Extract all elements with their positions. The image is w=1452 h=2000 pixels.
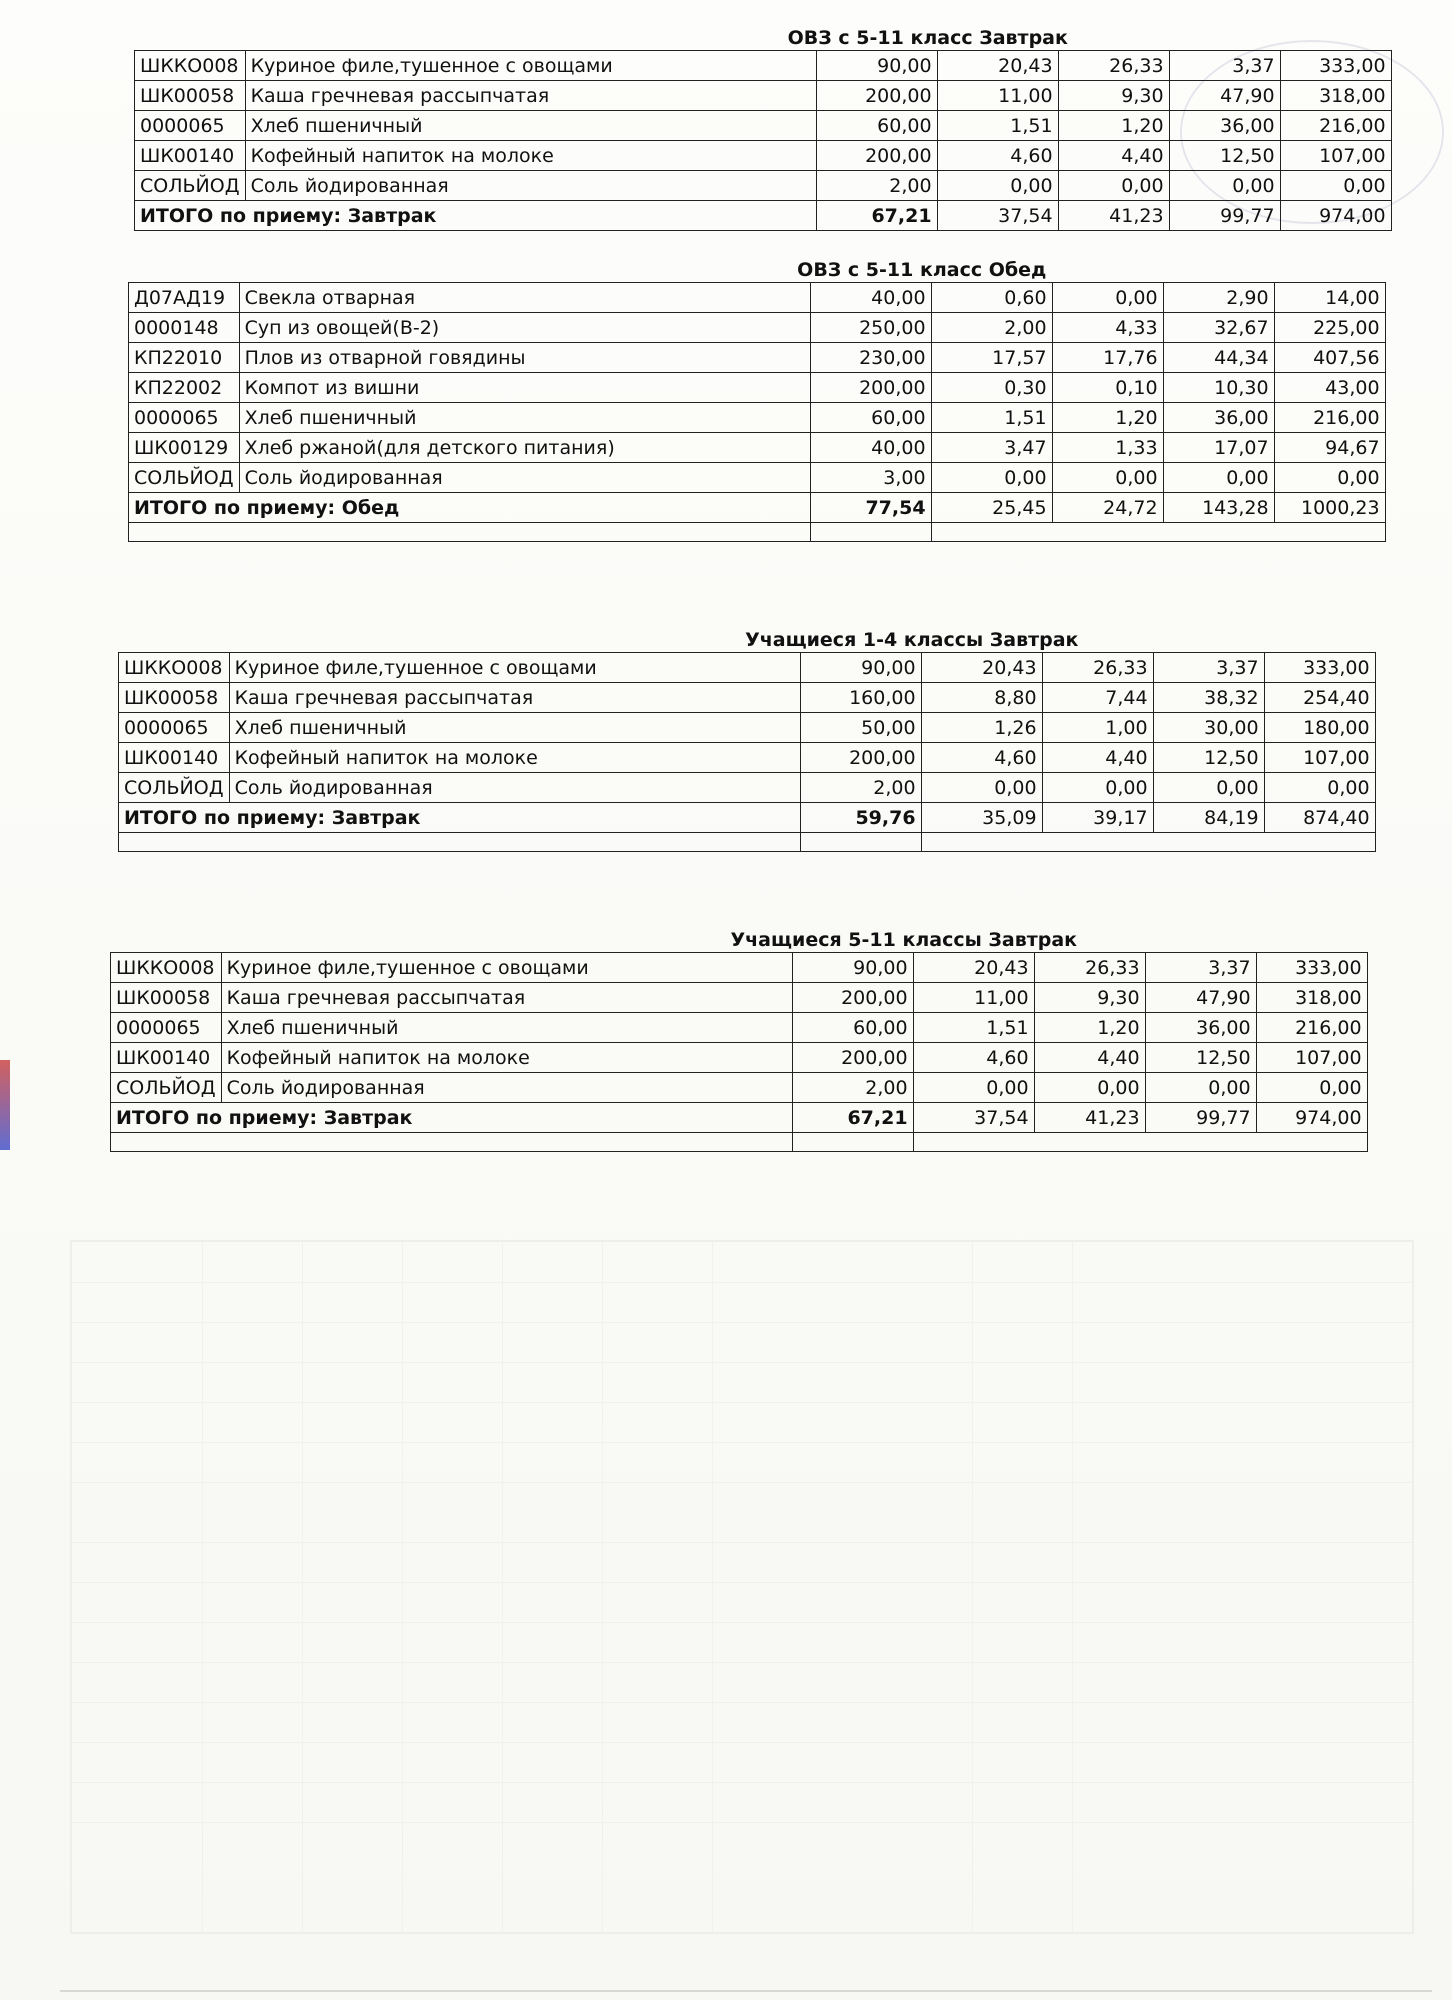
total-row: [119, 803, 1376, 833]
item-protein: 20,43: [937, 51, 1058, 81]
item-fat: 0,10: [1052, 373, 1163, 403]
item-protein: 11,00: [913, 983, 1034, 1013]
item-fat: 26,33: [1042, 653, 1153, 683]
item-name: Суп из овощей(В-2): [239, 313, 810, 343]
item-energy: 94,67: [1274, 433, 1385, 463]
table-row: [135, 51, 1392, 81]
item-energy: 333,00: [1264, 653, 1375, 683]
item-protein: 4,60: [913, 1043, 1034, 1073]
section-ovz-breakfast: [134, 26, 1392, 231]
total-protein: 37,54: [937, 201, 1058, 231]
table-row: [129, 343, 1386, 373]
spacer-row: [129, 523, 1386, 542]
table-row: [129, 433, 1386, 463]
item-mass: 200,00: [800, 743, 921, 773]
item-energy: 107,00: [1280, 141, 1391, 171]
item-code: КП22002: [129, 373, 240, 403]
item-protein: 4,60: [921, 743, 1042, 773]
item-protein: 8,80: [921, 683, 1042, 713]
item-protein: 1,51: [931, 403, 1052, 433]
item-code: ШК00140: [119, 743, 230, 773]
total-label: ИТОГО по приему: Завтрак: [119, 803, 801, 833]
item-code: КП22010: [129, 343, 240, 373]
item-name: Хлеб пшеничный: [229, 713, 800, 743]
item-protein: 1,51: [913, 1013, 1034, 1043]
total-protein: 37,54: [913, 1103, 1034, 1133]
item-protein: 0,60: [931, 283, 1052, 313]
spacer-cell: [129, 523, 811, 542]
section-title: ОВЗ с 5-11 класс Завтрак: [787, 27, 1068, 49]
item-mass: 60,00: [816, 111, 937, 141]
item-name: Куриное филе,тушенное с овощами: [229, 653, 800, 683]
table-row: [129, 313, 1386, 343]
item-fat: 1,20: [1052, 403, 1163, 433]
total-energy: 974,00: [1256, 1103, 1367, 1133]
item-mass: 250,00: [810, 313, 931, 343]
spacer-cell: [921, 833, 1375, 852]
bleed-through-table: [70, 1240, 1414, 1934]
item-code: ШК00129: [129, 433, 240, 463]
menu-table: [110, 952, 1368, 1152]
item-protein: 2,00: [931, 313, 1052, 343]
item-fat: 9,30: [1034, 983, 1145, 1013]
total-mass: 59,76: [800, 803, 921, 833]
item-energy: 318,00: [1280, 81, 1391, 111]
total-carbs: 84,19: [1153, 803, 1264, 833]
item-name: Хлеб пшеничный: [239, 403, 810, 433]
item-mass: 90,00: [800, 653, 921, 683]
item-carbs: 30,00: [1153, 713, 1264, 743]
item-name: Куриное филе,тушенное с овощами: [221, 953, 792, 983]
item-fat: 26,33: [1058, 51, 1169, 81]
item-protein: 0,00: [931, 463, 1052, 493]
table-row: [119, 653, 1376, 683]
item-carbs: 0,00: [1169, 171, 1280, 201]
item-fat: 0,00: [1042, 773, 1153, 803]
item-name: Кофейный напиток на молоке: [245, 141, 816, 171]
item-mass: 200,00: [810, 373, 931, 403]
item-mass: 60,00: [810, 403, 931, 433]
item-code: ШК00058: [111, 983, 222, 1013]
table-row: [111, 1043, 1368, 1073]
total-protein: 25,45: [931, 493, 1052, 523]
table-row: [119, 683, 1376, 713]
item-protein: 20,43: [913, 953, 1034, 983]
item-name: Каша гречневая рассыпчатая: [221, 983, 792, 1013]
item-code: СОЛЬЙОД: [119, 773, 230, 803]
item-mass: 230,00: [810, 343, 931, 373]
table-row: [135, 171, 1392, 201]
item-name: Соль йодированная: [221, 1073, 792, 1103]
item-fat: 4,40: [1042, 743, 1153, 773]
item-energy: 107,00: [1264, 743, 1375, 773]
item-carbs: 44,34: [1163, 343, 1274, 373]
item-code: ШК00058: [119, 683, 230, 713]
section-title: ОВЗ с 5-11 класс Обед: [797, 259, 1047, 281]
item-fat: 9,30: [1058, 81, 1169, 111]
item-protein: 0,30: [931, 373, 1052, 403]
item-carbs: 0,00: [1153, 773, 1264, 803]
table-row: [111, 953, 1368, 983]
item-code: 0000065: [111, 1013, 222, 1043]
item-mass: 3,00: [810, 463, 931, 493]
item-fat: 4,33: [1052, 313, 1163, 343]
item-code: ШК00058: [135, 81, 246, 111]
item-fat: 0,00: [1058, 171, 1169, 201]
item-fat: 17,76: [1052, 343, 1163, 373]
table-row: [129, 403, 1386, 433]
item-code: Д07АД19: [129, 283, 240, 313]
total-protein: 35,09: [921, 803, 1042, 833]
total-carbs: 99,77: [1145, 1103, 1256, 1133]
item-energy: 43,00: [1274, 373, 1385, 403]
item-name: Кофейный напиток на молоке: [229, 743, 800, 773]
item-name: Соль йодированная: [229, 773, 800, 803]
item-fat: 1,20: [1034, 1013, 1145, 1043]
menu-table: [134, 50, 1392, 231]
item-carbs: 36,00: [1145, 1013, 1256, 1043]
item-code: 0000065: [119, 713, 230, 743]
item-fat: 4,40: [1058, 141, 1169, 171]
item-protein: 0,00: [937, 171, 1058, 201]
item-protein: 0,00: [921, 773, 1042, 803]
item-code: СОЛЬЙОД: [135, 171, 246, 201]
item-mass: 2,00: [800, 773, 921, 803]
item-mass: 2,00: [816, 171, 937, 201]
item-carbs: 2,90: [1163, 283, 1274, 313]
item-name: Кофейный напиток на молоке: [221, 1043, 792, 1073]
spacer-row: [111, 1133, 1368, 1152]
item-code: СОЛЬЙОД: [111, 1073, 222, 1103]
item-mass: 60,00: [792, 1013, 913, 1043]
item-energy: 107,00: [1256, 1043, 1367, 1073]
item-name: Куриное филе,тушенное с овощами: [245, 51, 816, 81]
item-name: Свекла отварная: [239, 283, 810, 313]
item-energy: 216,00: [1256, 1013, 1367, 1043]
scan-edge-mark: [0, 1060, 10, 1150]
total-label: ИТОГО по приему: Обед: [129, 493, 811, 523]
total-mass: 67,21: [792, 1103, 913, 1133]
item-carbs: 12,50: [1153, 743, 1264, 773]
item-protein: 11,00: [937, 81, 1058, 111]
item-mass: 160,00: [800, 683, 921, 713]
item-mass: 200,00: [792, 1043, 913, 1073]
item-carbs: 36,00: [1169, 111, 1280, 141]
menu-table: [128, 282, 1386, 542]
item-energy: 318,00: [1256, 983, 1367, 1013]
item-carbs: 3,37: [1169, 51, 1280, 81]
item-energy: 0,00: [1256, 1073, 1367, 1103]
item-fat: 1,20: [1058, 111, 1169, 141]
total-row: [129, 493, 1386, 523]
item-carbs: 47,90: [1145, 983, 1256, 1013]
total-row: [135, 201, 1392, 231]
item-carbs: 12,50: [1169, 141, 1280, 171]
table-row: [129, 463, 1386, 493]
item-fat: 0,00: [1052, 463, 1163, 493]
total-fat: 24,72: [1052, 493, 1163, 523]
spacer-cell: [792, 1133, 913, 1152]
section-grades-1-4-breakfast: [118, 628, 1376, 852]
item-mass: 200,00: [816, 141, 937, 171]
item-carbs: 32,67: [1163, 313, 1274, 343]
total-mass: 77,54: [810, 493, 931, 523]
spacer-cell: [931, 523, 1385, 542]
table-row: [111, 1013, 1368, 1043]
table-row: [135, 141, 1392, 171]
item-name: Соль йодированная: [245, 171, 816, 201]
item-fat: 1,33: [1052, 433, 1163, 463]
item-fat: 0,00: [1052, 283, 1163, 313]
item-energy: 225,00: [1274, 313, 1385, 343]
item-code: ШККО008: [135, 51, 246, 81]
item-energy: 407,56: [1274, 343, 1385, 373]
item-fat: 1,00: [1042, 713, 1153, 743]
section-title: Учащиеся 1-4 классы Завтрак: [745, 629, 1079, 651]
total-label: ИТОГО по приему: Завтрак: [135, 201, 817, 231]
item-fat: 7,44: [1042, 683, 1153, 713]
total-energy: 974,00: [1280, 201, 1391, 231]
item-carbs: 47,90: [1169, 81, 1280, 111]
total-carbs: 99,77: [1169, 201, 1280, 231]
item-protein: 1,51: [937, 111, 1058, 141]
spacer-cell: [119, 833, 801, 852]
item-code: ШК00140: [111, 1043, 222, 1073]
item-name: Хлеб ржаной(для детского питания): [239, 433, 810, 463]
item-carbs: 12,50: [1145, 1043, 1256, 1073]
item-energy: 0,00: [1280, 171, 1391, 201]
item-name: Соль йодированная: [239, 463, 810, 493]
section-ovz-lunch: [128, 258, 1386, 542]
item-carbs: 36,00: [1163, 403, 1274, 433]
item-carbs: 3,37: [1145, 953, 1256, 983]
item-mass: 90,00: [816, 51, 937, 81]
total-label: ИТОГО по приему: Завтрак: [111, 1103, 793, 1133]
total-energy: 874,40: [1264, 803, 1375, 833]
table-row: [129, 373, 1386, 403]
item-name: Хлеб пшеничный: [245, 111, 816, 141]
item-protein: 1,26: [921, 713, 1042, 743]
item-mass: 50,00: [800, 713, 921, 743]
page-bottom-edge: [60, 1990, 1432, 1992]
total-fat: 41,23: [1058, 201, 1169, 231]
total-energy: 1000,23: [1274, 493, 1385, 523]
item-protein: 0,00: [913, 1073, 1034, 1103]
item-energy: 254,40: [1264, 683, 1375, 713]
item-energy: 333,00: [1256, 953, 1367, 983]
table-row: [111, 983, 1368, 1013]
item-protein: 20,43: [921, 653, 1042, 683]
item-mass: 90,00: [792, 953, 913, 983]
table-row: [119, 713, 1376, 743]
item-carbs: 0,00: [1145, 1073, 1256, 1103]
item-code: ШК00140: [135, 141, 246, 171]
item-name: Каша гречневая рассыпчатая: [229, 683, 800, 713]
item-fat: 26,33: [1034, 953, 1145, 983]
item-carbs: 10,30: [1163, 373, 1274, 403]
table-row: [119, 773, 1376, 803]
item-name: Хлеб пшеничный: [221, 1013, 792, 1043]
item-energy: 180,00: [1264, 713, 1375, 743]
item-fat: 0,00: [1034, 1073, 1145, 1103]
item-mass: 200,00: [792, 983, 913, 1013]
item-energy: 216,00: [1280, 111, 1391, 141]
spacer-cell: [810, 523, 931, 542]
spacer-cell: [111, 1133, 793, 1152]
item-code: 0000065: [129, 403, 240, 433]
item-fat: 4,40: [1034, 1043, 1145, 1073]
table-row: [119, 743, 1376, 773]
item-energy: 0,00: [1264, 773, 1375, 803]
total-fat: 39,17: [1042, 803, 1153, 833]
item-carbs: 3,37: [1153, 653, 1264, 683]
item-energy: 333,00: [1280, 51, 1391, 81]
item-code: ШККО008: [111, 953, 222, 983]
total-row: [111, 1103, 1368, 1133]
table-row: [111, 1073, 1368, 1103]
item-mass: 40,00: [810, 433, 931, 463]
item-mass: 200,00: [816, 81, 937, 111]
total-carbs: 143,28: [1163, 493, 1274, 523]
spacer-row: [119, 833, 1376, 852]
item-carbs: 17,07: [1163, 433, 1274, 463]
total-fat: 41,23: [1034, 1103, 1145, 1133]
spacer-cell: [913, 1133, 1367, 1152]
item-protein: 4,60: [937, 141, 1058, 171]
item-mass: 40,00: [810, 283, 931, 313]
item-code: 0000065: [135, 111, 246, 141]
table-row: [135, 111, 1392, 141]
item-code: 0000148: [129, 313, 240, 343]
table-row: [129, 283, 1386, 313]
spacer-cell: [800, 833, 921, 852]
item-code: СОЛЬЙОД: [129, 463, 240, 493]
section-title: Учащиеся 5-11 классы Завтрак: [730, 929, 1078, 951]
section-grades-5-11-breakfast: [110, 928, 1368, 1152]
item-name: Каша гречневая рассыпчатая: [245, 81, 816, 111]
total-mass: 67,21: [816, 201, 937, 231]
item-energy: 216,00: [1274, 403, 1385, 433]
menu-table: [118, 652, 1376, 852]
table-row: [135, 81, 1392, 111]
item-mass: 2,00: [792, 1073, 913, 1103]
item-protein: 3,47: [931, 433, 1052, 463]
item-name: Компот из вишни: [239, 373, 810, 403]
item-energy: 0,00: [1274, 463, 1385, 493]
item-carbs: 0,00: [1163, 463, 1274, 493]
item-energy: 14,00: [1274, 283, 1385, 313]
item-name: Плов из отварной говядины: [239, 343, 810, 373]
item-protein: 17,57: [931, 343, 1052, 373]
item-carbs: 38,32: [1153, 683, 1264, 713]
item-code: ШККО008: [119, 653, 230, 683]
